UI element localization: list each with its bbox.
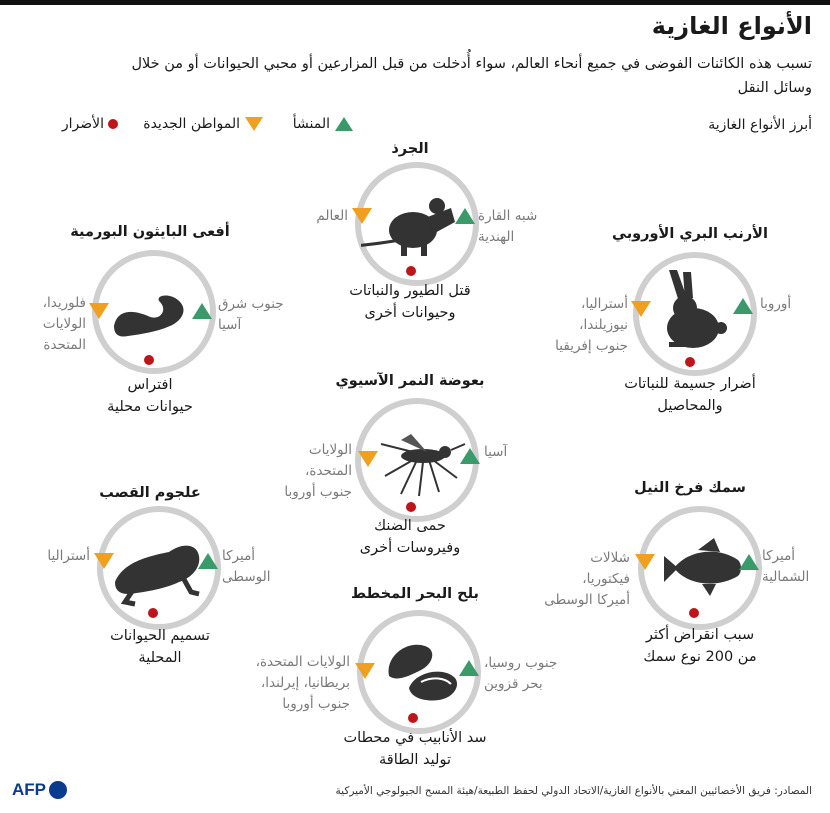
damage-text-mosquito: حمى الضنك وفيروسات أخرى [359, 518, 461, 556]
section-label: أبرز الأنواع الغازية [708, 117, 812, 133]
species-name-rabbit: الأرنب البري الأوروبي [612, 226, 768, 242]
new-habitat-text-rat: العالم [316, 208, 348, 224]
damage-marker-mussel [408, 713, 418, 723]
legend-damage-label: الأضرار [61, 116, 104, 132]
origin-marker-mosquito [459, 447, 481, 465]
new-habitat-text-python: فلوريدا، الولايات المتحدة [42, 295, 86, 353]
damage-text-rabbit: أضرار جسيمة للنباتات والمحاصيل [624, 376, 756, 414]
triangle-down-icon [244, 116, 264, 132]
legend-new-habitats-label: المواطن الجديدة [143, 116, 240, 132]
new-habitat-marker-mussel [354, 662, 376, 680]
damage-marker-rat [406, 266, 416, 276]
page-title: الأنواع الغازية [651, 12, 812, 40]
new-habitat-marker-rat [351, 207, 373, 225]
species-name-fish: سمك فرخ النيل [634, 480, 746, 496]
new-habitat-marker-fish [634, 553, 656, 571]
page-subtitle: تسبب هذه الكائنات الفوضى في جميع أنحاء العالم، سواء أُدخلت من قبل المزارعين أو محبي الحيوانات أو من خلال وسائل النقل [131, 56, 812, 96]
origin-text-fish: أميركا الشمالية [762, 548, 810, 585]
legend-origin-label: المنشأ [292, 116, 330, 132]
damage-text-mussel: سد الأنابيب في محطات توليد الطاقة [343, 730, 487, 768]
species-name-mussel: بلح البحر المخطط [351, 586, 479, 602]
origin-text-rabbit: أوروبا [760, 296, 792, 312]
top-rule [0, 0, 830, 5]
origin-text-python: جنوب شرق آسيا [218, 296, 284, 333]
damage-marker-toad [148, 608, 158, 618]
new-habitat-text-mussel: الولايات المتحدة، بريطانيا، إيرلندا، جنوب أوروبا [255, 654, 350, 712]
origin-text-toad: أميركا الوسطى [222, 548, 271, 585]
damage-marker-python [144, 355, 154, 365]
origin-marker-fish [738, 553, 760, 571]
damage-marker-mosquito [406, 502, 416, 512]
damage-text-toad: تسميم الحيوانات المحلية [110, 628, 210, 666]
origin-marker-rat [454, 207, 476, 225]
origin-marker-mussel [458, 659, 480, 677]
origin-marker-python [191, 302, 213, 320]
origin-text-mosquito: آسيا [484, 444, 508, 460]
damage-marker-fish [689, 608, 699, 618]
new-habitat-marker-rabbit [630, 300, 652, 318]
new-habitat-marker-toad [93, 552, 115, 570]
new-habitat-text-fish: شلالات فيكتوريا، أميركا الوسطى [544, 550, 630, 608]
new-habitat-marker-mosquito [357, 450, 379, 468]
afp-logo [12, 780, 67, 800]
triangle-up-icon [334, 116, 354, 132]
damage-text-python: افتراس حيوانات محلية [107, 377, 193, 415]
afp-logo-dot [49, 781, 67, 799]
origin-text-mussel: جنوب روسيا، بحر قزوين [484, 655, 558, 692]
damage-text-rat: قتل الطيور والنباتات وحيوانات أخرى [349, 283, 471, 321]
new-habitat-text-rabbit: أستراليا، نيوزيلندا، جنوب إفريقيا [555, 296, 628, 354]
new-habitat-marker-python [88, 302, 110, 320]
damage-text-fish: سبب انقراض أكثر من 200 نوع سمك [643, 627, 757, 665]
source-credit: المصادر: فريق الأخصائيين المعني بالأنواع الغازية/الاتحاد الدولي لحفظ الطبيعة/هيئة المسح الجيولوجي الأميركية [335, 785, 812, 797]
origin-text-rat: شبه القارة الهندية [478, 208, 538, 245]
afp-logo-text: AFP [12, 780, 46, 799]
legend-origin [293, 116, 354, 132]
species-name-mosquito: بعوضة النمر الآسيوي [335, 373, 485, 389]
origin-marker-rabbit [732, 297, 754, 315]
species-name-rat: الجرذ [391, 141, 429, 157]
damage-marker-rabbit [685, 357, 695, 367]
legend-new-habitats [143, 116, 264, 132]
species-name-toad: علجوم القصب [99, 485, 201, 501]
new-habitat-text-toad: أستراليا [47, 548, 90, 564]
species-name-python: أفعى البايثون البورمية [70, 224, 230, 240]
red-dot-icon [108, 119, 118, 129]
new-habitat-text-mosquito: الولايات المتحدة، جنوب أوروبا [284, 442, 352, 500]
legend-damage [62, 116, 118, 132]
origin-marker-toad [197, 552, 219, 570]
